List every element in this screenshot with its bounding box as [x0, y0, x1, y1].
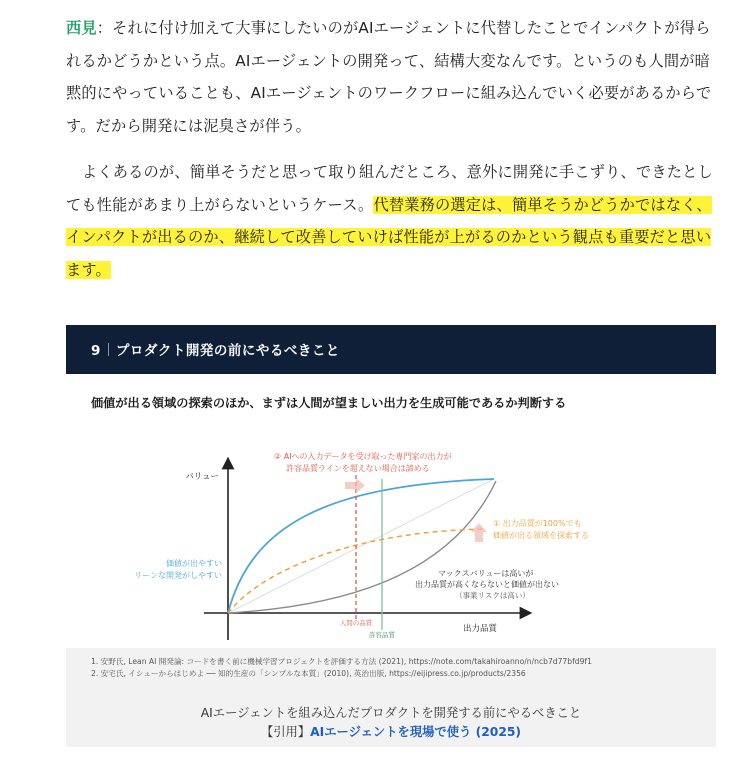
paragraph-1-text: ：それに付け加えて大事にしたいのがAIエージェントに代替したことでインパクトが得られるかどうかという点。AIエージェントの開発って、結構大変なんです。というのも人間が暗黙的にやっていることも、AIエージェントのワークフローに組み込んでいく必要があるからです。だから開発には泥臭さが伴う。	[66, 19, 712, 135]
figure-header	[66, 325, 716, 374]
speaker-name: 西見	[66, 19, 97, 37]
y-axis-label: バリュー	[185, 472, 219, 482]
figure	[66, 325, 716, 747]
value-quality-chart	[66, 425, 716, 650]
highlighted-text: 代替業務の選定は、簡単そうかどうかではなく、インパクトが出るのか、継続して改善していけば性能が上がるのかという観点も重要だと思います。	[66, 195, 712, 279]
reference-2: 2. 安宅氏, イシューからはじめよ ── 知的生産の「シンプルな本質」(2010), 英治出版, https://eijipress.co.jp/products/2356	[91, 668, 526, 678]
paragraph-2-text: よくあるのが、簡単そうだと思って取り組んだところ、意外に開発に手こずり、できたとしても性能があまり上がらないというケース。	[66, 163, 713, 214]
citation-link[interactable]: AIエージェントを現場で使う (2025)	[310, 725, 522, 739]
figure-caption: AIエージェントを組み込んだプロダクトを開発する前にやるべきこと	[200, 706, 582, 720]
annotation-top-line1: ② AIへの入力データを受け取った専門家の出力が	[274, 452, 452, 461]
references	[91, 656, 592, 679]
annotation-bottom-line1: マックスバリューは高いが	[438, 569, 534, 578]
annotation-right-line2: 価値が出る領域を探索する	[493, 531, 589, 540]
figure-number: 9	[91, 343, 101, 359]
paragraph-1	[66, 12, 718, 142]
figure-title-text: プロダクト開発の前にやるべきこと	[115, 343, 340, 359]
reference-1: 1. 安野氏, Lean AI 開発論: コードを書く前に機械学習プロジェクトを評価する方法 (2021), https://note.com/takahiroanno/n/ncb7d77bfd9f1	[91, 657, 592, 666]
figure-title	[91, 339, 340, 359]
annotation-bottom-line3: （事業リスクは高い）	[455, 591, 530, 600]
annotation-right-line1: ① 出力品質が100%でも	[493, 519, 582, 528]
annotation-left-line2: リーンな開発がしやすい	[134, 571, 222, 580]
figure-citation	[66, 722, 716, 740]
annotation-top-line2: 許容品質ラインを超えない場合は諦める	[286, 464, 430, 473]
human-quality-tick: 人間の品質	[339, 619, 373, 627]
figure-subtitle: 価値が出る領域の探索のほか、まずは人間が望ましい出力を生成可能であるか判断する	[91, 396, 567, 410]
up-arrow-icon	[471, 523, 487, 542]
annotation-left-line1: 価値が出やすい	[166, 559, 222, 568]
x-axis-label: 出力品質	[463, 624, 498, 634]
right-arrow-icon	[345, 478, 365, 493]
annotation-bottom-line2: 出力品質が高くならないと価値が出ない	[415, 580, 559, 589]
citation-prefix: 【引用】	[260, 725, 311, 739]
acceptable-quality-tick: 許容品質	[369, 631, 395, 639]
figure-title-divider	[108, 343, 109, 356]
paragraph-2	[66, 156, 718, 286]
